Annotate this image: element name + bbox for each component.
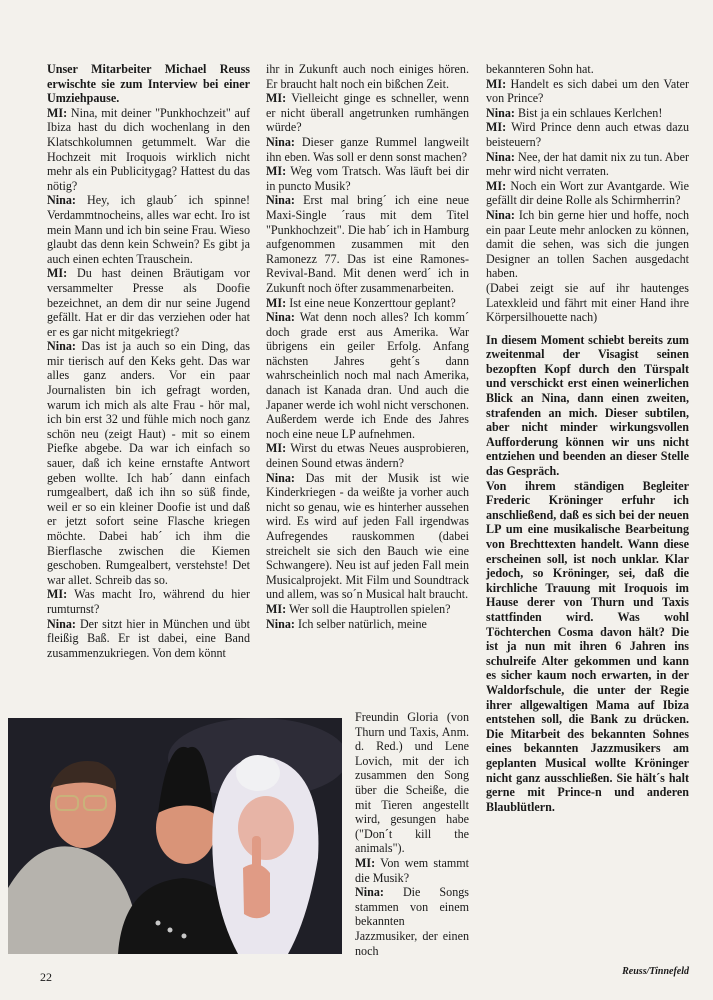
photo-illustration: [8, 718, 342, 954]
qa-paragraph: MI: Wer soll die Hauptrollen spielen?: [266, 601, 451, 616]
stage-direction: (Dabei zeigt sie auf ihr hautenges Latexkleid und fährt mit einer Hand ihre Körpersilhouette nach): [486, 280, 689, 325]
qa-paragraph: MI: Vielleicht ginge es schneller, wenn er nicht überall angetrunken rumhängen würde?: [266, 91, 469, 135]
qa-paragraph: ihr in Zukunft auch noch einiges hören. Er braucht halt noch ein bißchen Zeit.: [266, 62, 469, 91]
qa-paragraph: Nina: Ich bin gerne hier und hoffe, noch ein paar Leute mehr anlocken zu können, damit die sehen, was sich die jungen Designer an tollen Sachen ausgedacht haben.: [486, 207, 689, 281]
qa-paragraph: Freundin Gloria (von Thurn und Taxis, Anm. d. Red.) und Lene Lovich, mit der ich zusammen den Song über die Scheiße, die mit Tieren angestellt wird, gesungen habe ("Don´t kill the animals").: [355, 710, 469, 856]
qa-paragraph: MI: Du hast deinen Bräutigam vor versammelter Presse als Doofie bezeichnet, an dem dir nur seine Jugend gefällt. Hat er dir das verziehen oder hat er es gar nicht mitgekriegt?: [47, 266, 251, 339]
column-3: [486, 62, 689, 814]
qa-paragraph: MI: Von wem stammt die Musik?: [355, 855, 469, 885]
qa-paragraph: MI: Weg vom Tratsch. Was läuft bei dir in puncto Musik?: [266, 164, 469, 193]
column-2-continued: [355, 710, 469, 958]
qa-paragraph: Nina: Hey, ich glaub´ ich spinne! Verdammtnocheins, alles war echt. Iro ist mein Mann und ich bin seine Frau. Wieso glaubt das denn kein Schwein? Es gibt ja auch einen echten Trauschein.: [47, 193, 250, 266]
qa-paragraph: Nina: Wat denn noch alles? Ich komm´ doch grade erst aus Amerika. War übrigens ein geiler Erfolg. Anfang nächsten Jahres geht´s dann wahrscheinlich noch mal nach Amerika, danach ist Kanada dran. Und auch die Japaner werde ich wohl nicht verschonen. Außerdem werde ich Ende des Jahres noch eine neue LP aufnehmen.: [266, 310, 470, 441]
closing-paragraph: Von ihrem ständigen Begleiter Frederic Kröninger erfuhr ich anschließend, daß es sich bei der neuen LP um eine musikalische Bearbeitung von Brechttexten handelt. Wann diese erscheinen soll, ist noch unklar. Klar jedoch, so Kröninger, sei, daß die kirchliche Trauung mit Iroquois im Hause derer von Thurn und Taxis stattfinden wird. Was wohl Töchterchen Cosma davon hält? Die ist ja nun mit ihren 6 Jahren ins schulreife Alter gekommen und kann es sicher kaum noch erwarten, in der Waldorfschule, die unter der Regie ihrer allgewaltigen Mama auf Ibiza entstehen soll, die Bank zu drücken. Die Mitarbeit des bekannten Sohnes eines bekannten Jazzmusikers am geplanten Musical wollte Kröninger nicht ganz ausschließen. Sie hält´s halt gerne mit Prince-n und anderen Blaublütlern.: [486, 478, 689, 814]
qa-paragraph: Nina: Dieser ganze Rummel langweilt ihn eben. Was soll er denn sonst machen?: [266, 134, 469, 164]
qa-paragraph: MI: Ist eine neue Konzerttour geplant?: [266, 295, 456, 310]
qa-paragraph: MI: Wirst du etwas Neues ausprobieren, deinen Sound etwas ändern?: [266, 441, 470, 471]
qa-paragraph: Nina: Nee, der hat damit nix zu tun. Aber mehr wird nicht verraten.: [486, 149, 689, 179]
column-1: [47, 62, 250, 660]
intro-lead: Unser Mitarbeiter Michael Reuss erwischte sie zum Interview bei einer Umziehpause.: [47, 62, 250, 106]
qa-paragraph: Nina: Das mit der Musik ist wie Kinderkriegen - da weißte ja vorher auch nicht so genau, wie es hinterher aussehen wird. Es wird auf jeden Fall irgendwas Aufregendes rauskommen (dabei streichelt sie sich den Bauch wie eine Schwangere). Neu ist auf jeden Fall mein Musicalprojekt. Mit Film und Soundtrack und allem, was so´n Musical halt braucht.: [266, 470, 469, 602]
qa-paragraph: Nina: Ich selber natürlich, meine: [266, 616, 427, 631]
page-number: 22: [40, 970, 52, 984]
closing-paragraph: In diesem Moment schiebt bereits zum zweitenmal der Visagist seinen bezopften Kopf durch den Türspalt und verschickt erst einen weinerlichen Blick an Nina, dann einen zweiten, strafenden an mich. Dieser subtilen, aber nicht minder wirkungsvollen Aufforderung können wir uns nicht entziehen und beenden an dieser Stelle das Gespräch.: [486, 332, 689, 479]
qa-paragraph: MI: Nina, mit deiner "Punkhochzeit" auf Ibiza hast du dich wochenlang in den Klatschkolumnen getummelt. War die Hochzeit mit Iroquois wirklich nicht mehr als ein Publicitygag? Hattest du das nötig?: [47, 105, 250, 193]
qa-paragraph: MI: Wird Prince denn auch etwas dazu beisteuern?: [486, 120, 689, 149]
qa-paragraph: bekannteren Sohn hat.: [486, 62, 594, 76]
qa-paragraph: Nina: Die Songs stammen von einem bekannten Jazzmusiker, der einen noch: [355, 885, 469, 958]
qa-paragraph: MI: Handelt es sich dabei um den Vater von Prince?: [486, 76, 689, 106]
qa-paragraph: MI: Noch ein Wort zur Avantgarde. Wie gefällt dir deine Rolle als Schirmherrin?: [486, 178, 689, 208]
qa-paragraph: Nina: Bist ja ein schlaues Kerlchen!: [486, 105, 663, 120]
qa-paragraph: Nina: Das ist ja auch so ein Ding, das mir tierisch auf den Keks geht. Das war alles ganz anders. Vor ein paar Journalisten bin ich gefragt worden, warum ich mich als alte Frau - hör mal, ich bin erst 32 und fühle mich noch ganz schön neu (zeigt Haut) - mit so einem Piefke abgebe. Da war ich einfach so sauer, daß ich keine ernstafte Antwort geben wollte. Ich hab´ dann einfach rumgealbert, daß ich ihn so süß finde, weil er so ein kleiner Doofie ist und daß er jetzt sofort seine Flasche kriegen möchte. Dabei hab´ ich ihm die Bierflasche zwischen die Kiemen geschoben. Rumgealbert, verstehste! Det war allet. Schreib das so.: [47, 339, 250, 587]
qa-paragraph: Nina: Erst mal bring´ ich eine neue Maxi-Single ´raus mit dem Titel "Punkhochzeit". Die hab´ ich in Hamburg aufgenommen zusammen mit den Ramonezz 77. Das ist eine Ramones-Revival-Band. Mit denen werd´ ich in Zukunft noch öfter zusammenarbeiten.: [266, 193, 469, 295]
qa-paragraph: Nina: Der sitzt hier in München und übt fleißig Baß. Er ist dabei, eine Band zusammenzukriegen. Von dem könnt: [47, 616, 250, 660]
qa-paragraph: MI: Was macht Iro, während du hier rumturnst?: [47, 587, 250, 616]
photo-credit: Reuss/Tinnefeld: [622, 966, 689, 977]
party-photo: [8, 718, 342, 954]
column-2: [266, 62, 469, 631]
